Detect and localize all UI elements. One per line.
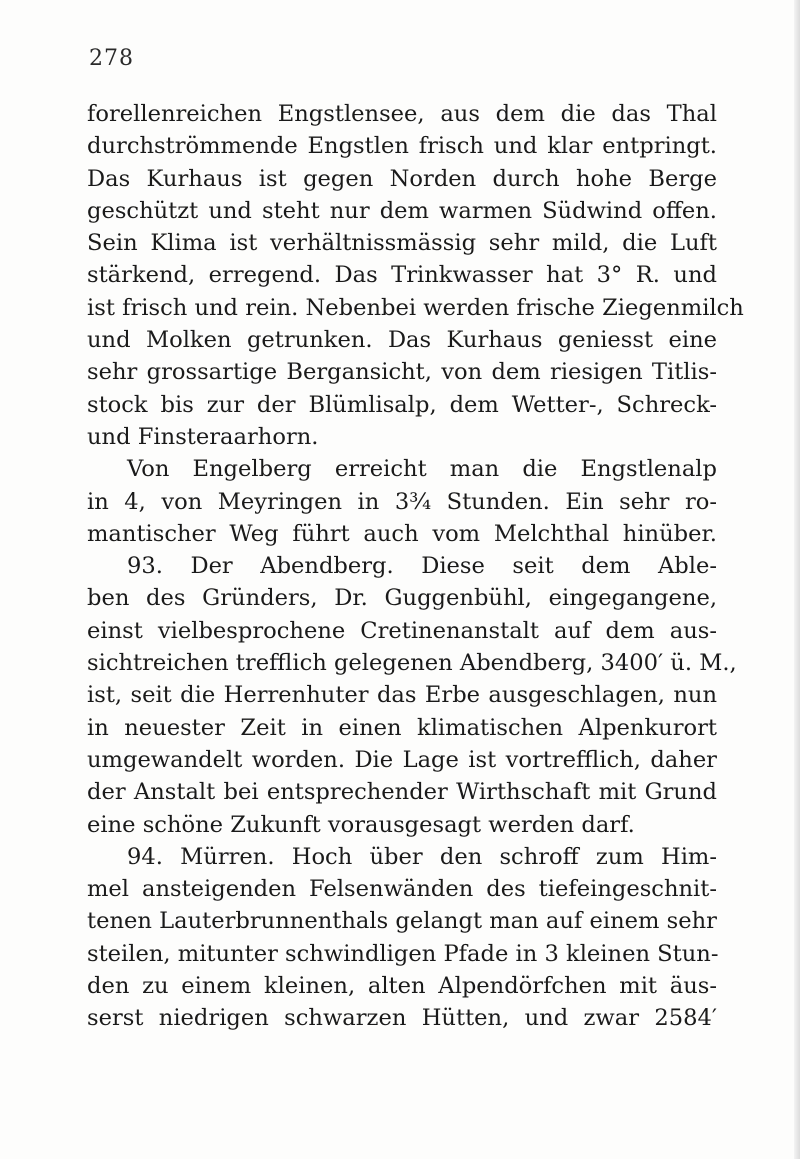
text-line: stock bis zur der Blümlisalp, dem Wetter-, Schreck- [87, 391, 717, 418]
text-line: Sein Klima ist verhältnissmässig sehr mild, die Luft [87, 230, 717, 257]
text-line: steilen, mitunter schwindligen Pfade in 3 kleinen Stun- [87, 940, 719, 967]
text-line: sichtreichen trefflich gelegenen Abendberg, 3400′ ü. M., [87, 650, 737, 677]
text-line: Von Engelberg erreicht man die Engstlenalp [127, 456, 717, 483]
text-line: der Anstalt bei entsprechender Wirthschaft mit Grund [87, 779, 717, 806]
text-line: durchströmmende Engstlen frisch und klar entpringt. [87, 133, 717, 160]
page-number: 278 [89, 46, 134, 71]
section-heading-line: 94. Mürren. Hoch über den schroff zum Him- [127, 843, 717, 870]
text-line: den zu einem kleinen, alten Alpendörfchen mit äus- [87, 973, 717, 1000]
text-line: einst vielbesprochene Cretinenanstalt auf dem aus- [87, 617, 717, 644]
text-line: forellenreichen Engstlensee, aus dem die das Thal [87, 101, 717, 127]
body-text [87, 98, 744, 1035]
text-line: und Molken getrunken. Das Kurhaus geniesst eine [87, 327, 717, 354]
text-line: sehr grossartige Bergansicht, von dem riesigen Titlis- [87, 359, 717, 386]
text-line: ben des Gründers, Dr. Guggenbühl, eingegangene, [87, 585, 717, 612]
text-line: serst niedrigen schwarzen Hütten, und zwar 2584′ [87, 1005, 717, 1032]
text-line: eine schöne Zukunft vorausgesagt werden darf. [87, 811, 635, 838]
text-line: Das Kurhaus ist gegen Norden durch hohe Berge [87, 165, 717, 192]
page-edge [794, 0, 800, 1159]
section-heading-line: 93. Der Abendberg. Diese seit dem Able- [127, 553, 717, 580]
text-line: mantischer Weg führt auch vom Melchthal hinüber. [87, 520, 717, 547]
text-line: geschützt und steht nur dem warmen Südwind offen. [87, 197, 717, 224]
text-line: und Finsteraarhorn. [87, 423, 319, 450]
text-line: mel ansteigenden Felsenwänden des tiefeingeschnit- [87, 876, 717, 903]
text-line: ist frisch und rein. Nebenbei werden frische Ziegenmilch [87, 294, 744, 321]
text-line: stärkend, erregend. Das Trinkwasser hat 3° R. und [87, 262, 717, 289]
text-line: in neuester Zeit in einen klimatischen Alpenkurort [87, 714, 717, 741]
text-line: in 4, von Meyringen in 3¾ Stunden. Ein sehr ro- [87, 488, 717, 515]
text-line: ist, seit die Herrenhuter das Erbe ausgeschlagen, nun [87, 682, 717, 709]
text-line: tenen Lauterbrunnenthals gelangt man auf einem sehr [87, 908, 717, 935]
text-line: umgewandelt worden. Die Lage ist vortrefflich, daher [87, 746, 717, 773]
